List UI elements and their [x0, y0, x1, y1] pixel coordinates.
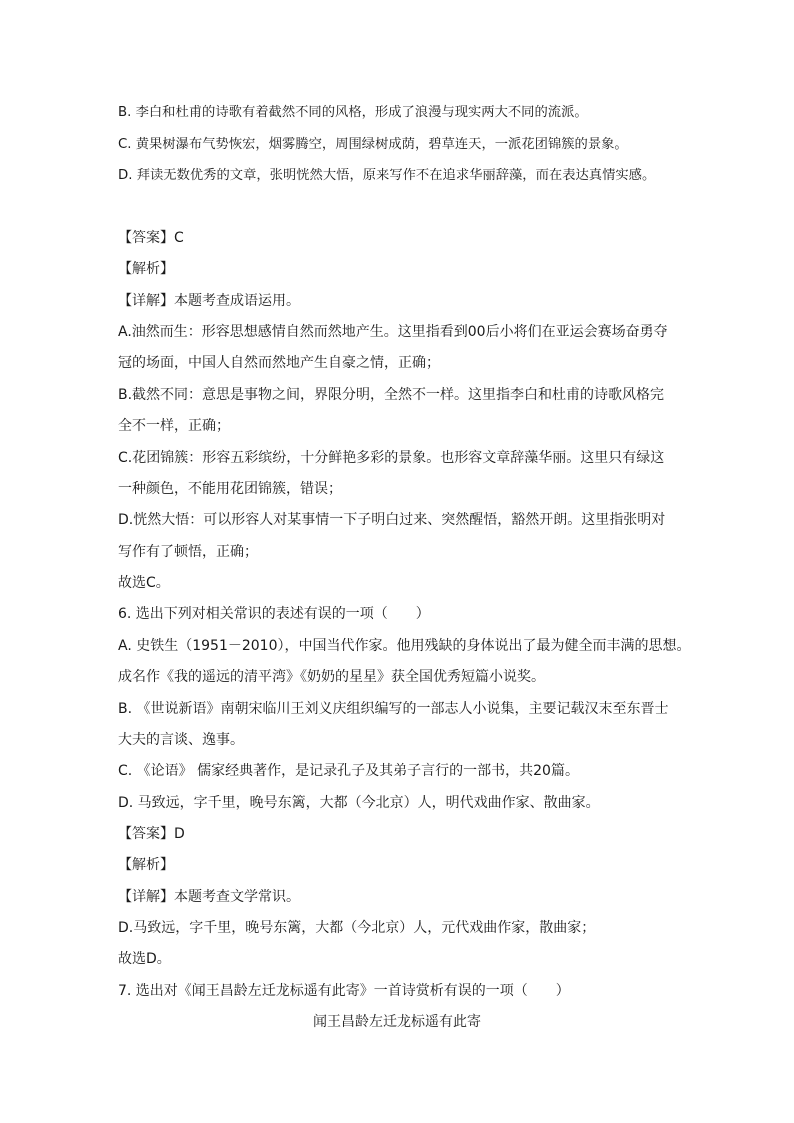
- answer-label: 【答案】D: [118, 826, 185, 842]
- question-6-title: 6. 选出下列对相关常识的表述有误的一项（ ）: [118, 606, 430, 622]
- explanation-line: 一种颜色，不能用花团锦簇，错误；: [118, 481, 342, 497]
- explanation-line: D.马致远，字千里，晚号东篱，大都（今北京）人，元代戏曲作家，散曲家；: [118, 920, 596, 936]
- question-7-title: 7. 选出对《闻王昌龄左迁龙标遥有此寄》一首诗赏析有误的一项（ ）: [118, 983, 570, 999]
- question-6-option-a: A. 史铁生（1951－2010），中国当代作家。他用残缺的身体说出了最为健全而丰满的思想。: [118, 638, 691, 654]
- explanation-line: D.恍然大悟：可以形容人对某事情一下子明白过来、突然醒悟，豁然开朗。这里指张明对: [118, 512, 666, 528]
- conclusion-line: 故选C。: [118, 575, 170, 591]
- question-6-option-b-cont: 大夫的言谈、逸事。: [118, 732, 244, 748]
- option-c-line: C. 黄果树瀑布气势恢宏，烟雾腾空，周围绿树成荫，碧草连天，一派花团锦簇的景象。: [118, 137, 628, 152]
- explanation-line: C.花团锦簇：形容五彩缤纷，十分鲜艳多彩的景象。也形容文章辞藻华丽。这里只有绿这: [118, 450, 665, 466]
- explanation-line: B.截然不同：意思是事物之间，界限分明，全然不一样。这里指李白和杜甫的诗歌风格完: [118, 387, 665, 403]
- analysis-label: 【解析】: [118, 261, 174, 277]
- detail-label: 【详解】本题考查成语运用。: [118, 293, 300, 309]
- question-6-option-c: C. 《论语》 儒家经典著作，是记录孔子及其弟子言行的一部书，共20篇。: [118, 763, 579, 779]
- detail-label: 【详解】本题考查文学常识。: [118, 889, 300, 905]
- explanation-line: 冠的场面，中国人自然而然地产生自豪之情，正确；: [118, 355, 440, 371]
- option-d-line: D. 拜读无数优秀的文章，张明恍然大悟，原来写作不在追求华丽辞藻，而在表达真情实感。: [118, 168, 656, 183]
- answer-label: 【答案】C: [118, 230, 184, 246]
- question-6-option-d: D. 马致远，字千里，晚号东篱，大都（今北京）人，明代戏曲作家、散曲家。: [118, 795, 600, 811]
- explanation-line: 全不一样，正确；: [118, 418, 230, 434]
- question-6-option-a-cont: 成名作《我的遥远的清平湾》《奶奶的星星》获全国优秀短篇小说奖。: [118, 669, 545, 685]
- explanation-line: A.油然而生：形容思想感情自然而然地产生。这里指看到00后小将们在亚运会赛场奋勇夺: [118, 324, 668, 340]
- analysis-label: 【解析】: [118, 857, 174, 873]
- poem-title: 闻王昌龄左迁龙标遥有此寄: [313, 1014, 481, 1030]
- conclusion-line: 故选D。: [118, 951, 171, 967]
- option-b-line: B. 李白和杜甫的诗歌有着截然不同的风格，形成了浪漫与现实两大不同的流派。: [118, 105, 588, 120]
- question-6-option-b: B. 《世说新语》南朝宋临川王刘义庆组织编写的一部志人小说集，主要记载汉末至东晋士: [118, 701, 669, 717]
- explanation-line: 写作有了顿悟，正确；: [118, 544, 258, 560]
